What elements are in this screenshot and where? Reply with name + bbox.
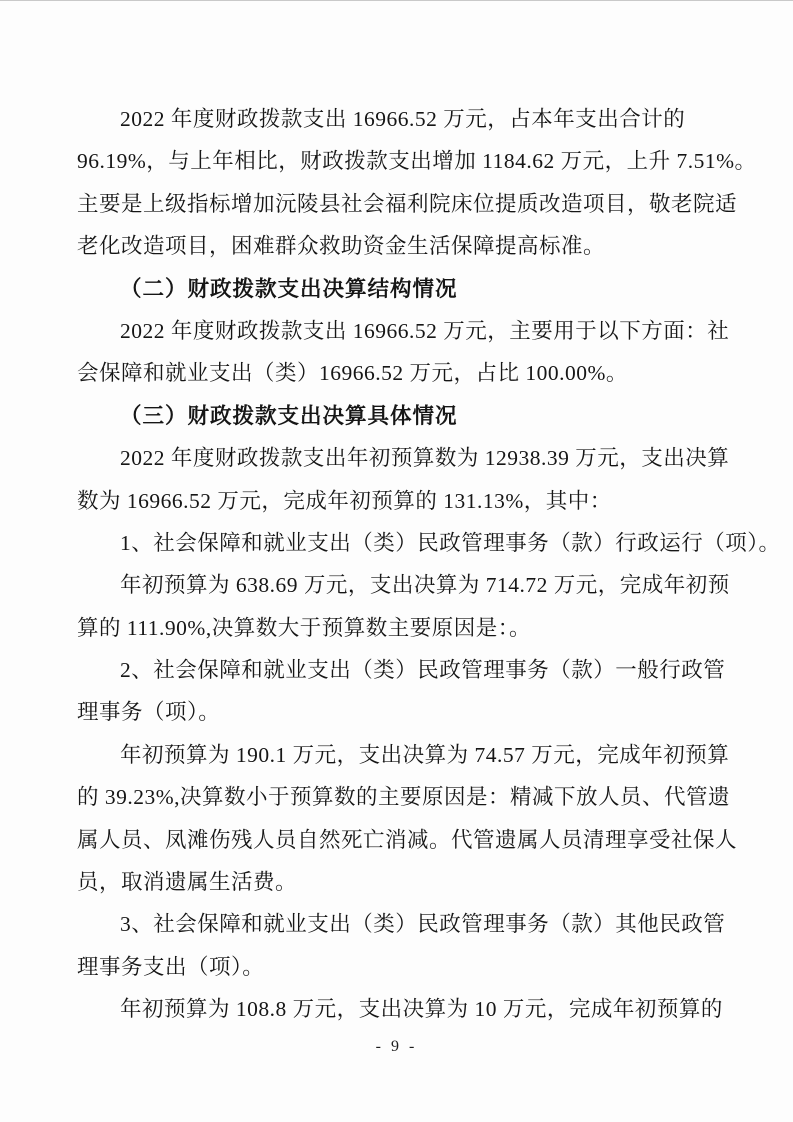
paragraph-line: 属人员、凤滩伤残人员自然死亡消减。代管遗属人员清理享受社保人 [77, 827, 738, 852]
paragraph-line: 2022 年度财政拨款支出 16966.52 万元，主要用于以下方面：社 [120, 318, 730, 343]
section-heading-expenditure-structure: （二）财政拨款支出决算结构情况 [120, 276, 458, 301]
paragraph-line: 96.19%，与上年相比，财政拨款支出增加 1184.62 万元，上升 7.51%。 [77, 149, 757, 174]
page-number: - 9 - [375, 1038, 418, 1055]
paragraph-line: 老化改造项目，困难群众救助资金生活保障提高标准。 [77, 234, 606, 259]
section-heading-expenditure-details: （三）财政拨款支出决算具体情况 [120, 403, 458, 428]
list-item-1-line: 1、社会保障和就业支出（类）民政管理事务（款）行政运行（项）。 [120, 530, 781, 555]
paragraph-line: 2022 年度财政拨款支出 16966.52 万元，占本年支出合计的 [120, 107, 686, 131]
document-body [77, 98, 781, 1031]
paragraph-line: 年初预算为 108.8 万元，支出决算为 10 万元，完成年初预算的 [120, 997, 723, 1022]
paragraph-line: 理事务（项）。 [77, 700, 221, 725]
paragraph-line: 算的 111.90%,决算数大于预算数主要原因是：。 [77, 615, 531, 640]
page-footer [0, 1038, 793, 1056]
paragraph-line: 2022 年度财政拨款支出年初预算数为 12938.39 万元，支出决算 [120, 446, 730, 471]
paragraph-line: 年初预算为 638.69 万元，支出决算为 714.72 万元，完成年初预 [120, 573, 730, 598]
paragraph-line: 年初预算为 190.1 万元，支出决算为 74.57 万元，完成年初预算 [120, 742, 730, 767]
paragraph-line: 主要是上级指标增加沅陵县社会福利院床位提质改造项目，敬老院适 [77, 191, 738, 216]
paragraph-line: 数为 16966.52 万元，完成年初预算的 131.13%，其中： [77, 488, 612, 513]
paragraph-line: 员，取消遗属生活费。 [77, 870, 298, 895]
list-item-2-line: 2、社会保障和就业支出（类）民政管理事务（款）一般行政管 [120, 658, 726, 683]
paragraph-line: 理事务支出（项）。 [77, 954, 265, 979]
list-item-3-line: 3、社会保障和就业支出（类）民政管理事务（款）其他民政管 [120, 912, 726, 937]
paragraph-line: 会保障和就业支出（类）16966.52 万元，占比 100.00%。 [77, 361, 628, 386]
paragraph-line: 的 39.23%,决算数小于预算数的主要原因是：精减下放人员、代管遗 [77, 785, 731, 810]
